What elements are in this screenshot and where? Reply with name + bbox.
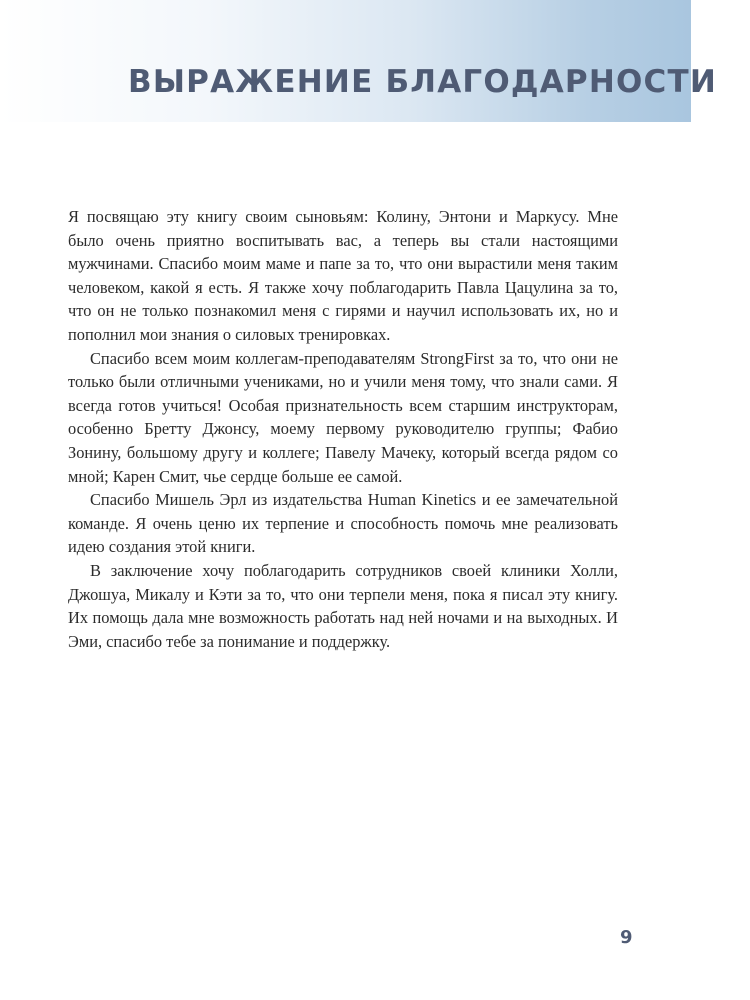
chapter-title: ВЫРАЖЕНИЕ БЛАГОДАРНОСТИ [128,64,717,100]
chapter-header-band [0,0,691,122]
page-number: 9 [620,927,633,948]
paragraph-clinic-staff: В заключение хочу поблагодарить сотрудников своей клиники Холли, Джошуа, Микалу и Кэти за то, что они терпели меня, пока я писал эту книгу. Их помощь дала мне возможность работать над ней ночами и на выходных. И Эми, спасибо тебе за понимание и поддержку. [68,560,618,651]
paragraph-publisher: Спасибо Мишель Эрл из издательства Human Kinetics и ее замечательной команде. Я очень ценю их терпение и способность помочь мне реализовать идею создания этой книги. [68,490,618,557]
acknowledgements-body [68,205,618,653]
paragraph-dedication: Я посвящаю эту книгу своим сыновьям: Колину, Энтони и Маркусу. Мне было очень приятно воспитывать вас, а теперь вы стали настоящими мужчинами. Спасибо моим маме и папе за то, что они вырастили меня таким человеком, какой я есть. Я также хочу поблагодарить Павла Цацулина за то, что он не только познакомил меня с гирями и научил использовать их, но и пополнил мои знания о силовых тренировках. [68,207,618,344]
paragraph-colleagues: Спасибо всем моим коллегам-преподавателям StrongFirst за то, что они не только были отличными учениками, но и учили меня тому, что знали сами. Я всегда готов учиться! Особая признательность всем старшим инструкторам, особенно Бретту Джонсу, моему первому руководителю группы; Фабио Зонину, большому другу и коллеге; Павелу Мачеку, который всегда рядом со мной; Карен Смит, чье сердце больше ее самой. [68,348,618,486]
